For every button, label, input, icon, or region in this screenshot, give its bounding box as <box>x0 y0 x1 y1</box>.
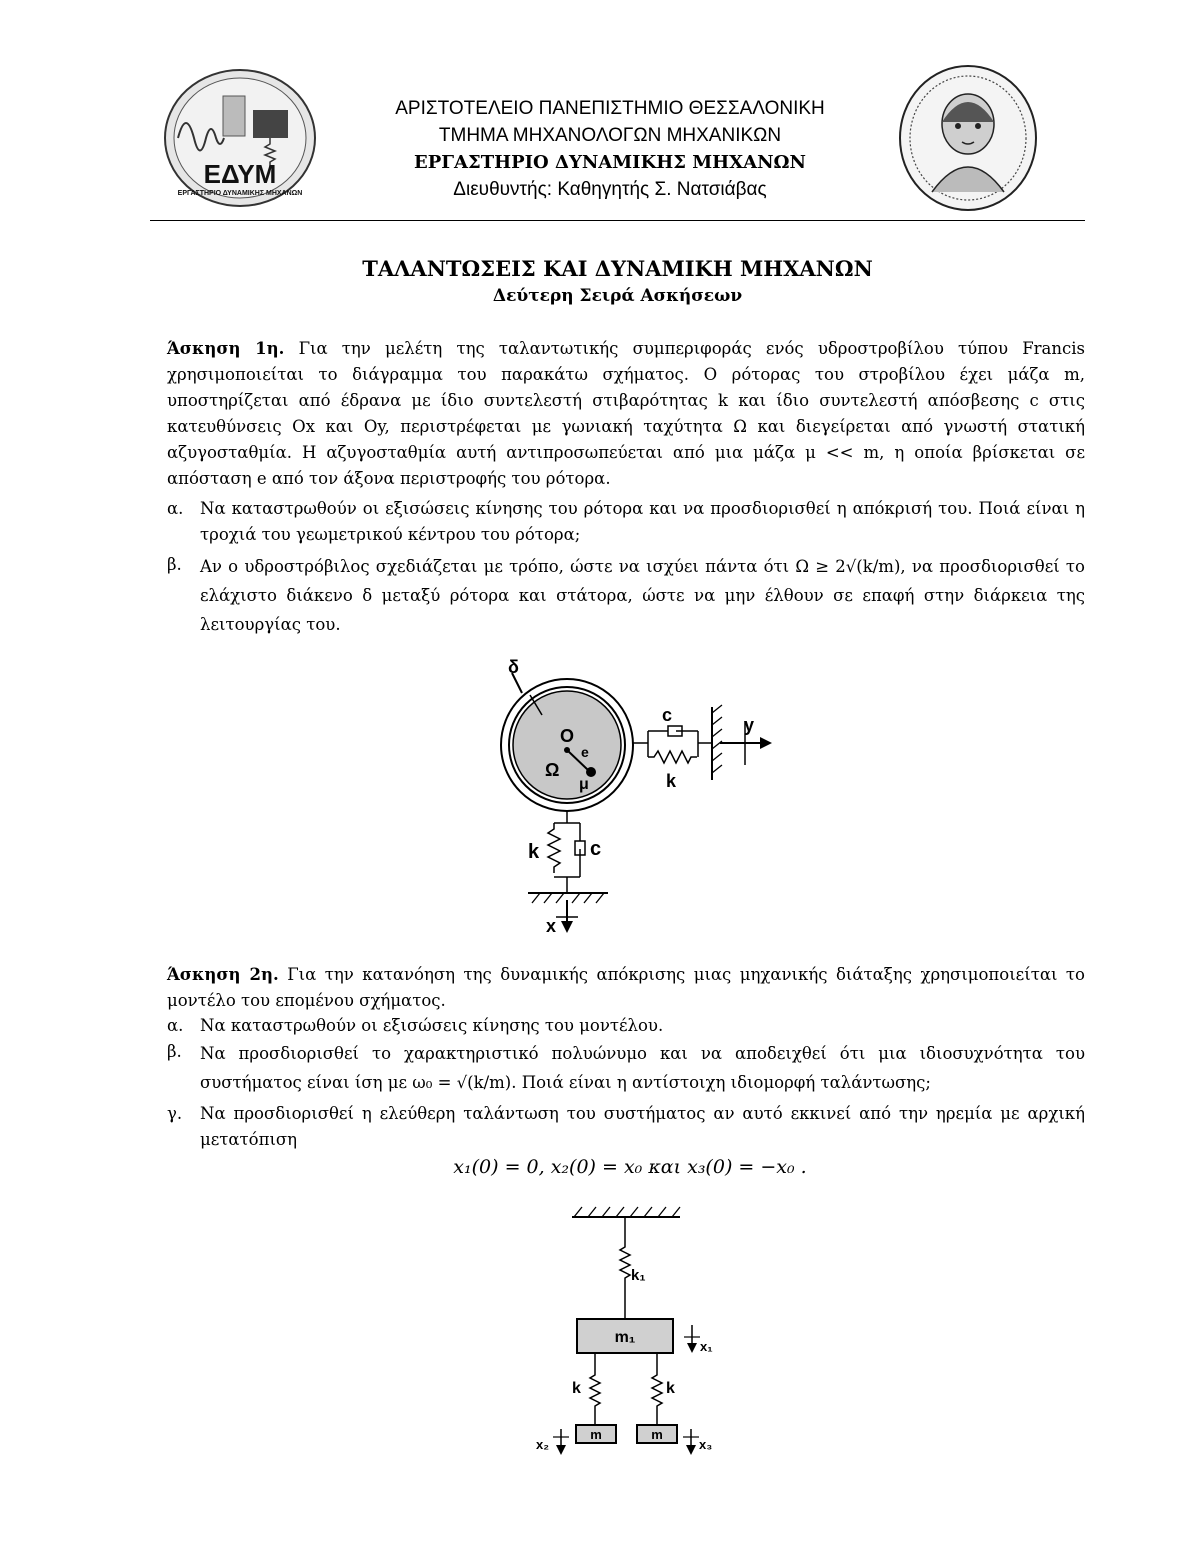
exercise-2-intro <box>167 962 1085 1014</box>
item-label: α. <box>167 1016 184 1035</box>
exercise-1-item-a <box>167 496 1085 548</box>
item-text: Να προσδιορισθεί η ελεύθερη ταλάντωση του συστήματος αν αυτό εκκινεί από την ηρεμία με αρχική μετατόπιση <box>200 1104 1085 1149</box>
spring-k-right-label: k <box>666 771 677 791</box>
spring-k-right-label: k <box>666 1380 675 1397</box>
page-title: ΤΑΛΑΝΤΩΣΕΙΣ ΚΑΙ ΔΥΝΑΜΙΚΗ ΜΗΧΑΝΩΝ <box>362 256 873 281</box>
logo-subtext: ΕΡΓΑΣΤΗΡΙΟ ΔΥΝΑΜΙΚΗΣ ΜΗΧΑΝΩΝ <box>177 190 303 197</box>
university-name: ΑΡΙΣΤΟΤΕΛΕΙΟ ΠΑΝΕΠΙΣΤΗΜΙΟ ΘΕΣΣΑΛΟΝΙΚΗ <box>395 98 825 119</box>
exercise-1-item-b <box>167 552 1085 632</box>
item-text: Να προσδιορισθεί το χαρακτηριστικό πολυώνυμο και να αποδειχθεί ότι μια ιδιοσυχνότητα του συστήματος είναι ίση με ω₀ = √(k/m). Ποιά είναι η αντίστοιχη ιδιομορφή ταλάντωσης; <box>200 1044 1085 1092</box>
logo-text: ΕΔΥΜ <box>203 159 277 189</box>
item-label: β. <box>167 555 182 574</box>
item-text: Να καταστρωθούν οι εξισώσεις κίνησης του μοντέλου. <box>200 1016 664 1035</box>
axis-x-label: x <box>546 916 557 936</box>
exercise-2-item-c <box>167 1101 1085 1153</box>
spring-k1-label: k₁ <box>631 1267 646 1284</box>
origin-label: O <box>560 726 575 746</box>
disp-x2-label: x₂ <box>536 1437 550 1452</box>
mass-m-right-label: m <box>651 1427 663 1442</box>
header-divider <box>150 220 1085 221</box>
item-text: Να καταστρωθούν οι εξισώσεις κίνησης του ρότορα και να προσδιορισθεί η απόκρισή του. Ποιά είναι η τροχιά του γεωμετρικού κέντρου του ρότορα; <box>200 499 1085 544</box>
item-text: Αν ο υδροστρόβιλος σχεδιάζεται με τρόπο, ώστε να ισχύει πάντα ότι Ω ≥ 2√(k/m), να προσδιορισθεί το ελάχιστο διάκενο δ μεταξύ ρότορα και στάτορα, ώστε να μην έλθουν σε επαφή στην διάρκεια της λειτουργίας του. <box>200 557 1085 634</box>
disp-x3-label: x₃ <box>699 1437 713 1452</box>
damper-c-bottom-label: c <box>590 838 602 860</box>
axis-y-label: y <box>744 715 755 735</box>
exercise-1-text: Για την μελέτη της ταλαντωτικής συμπεριφοράς ενός υδροστροβίλου τύπου Francis χρησιμοποιείται το διάγραμμα του παρακάτω σχήματος. Ο ρότορας του στροβίλου έχει μάζα m, υποστηρίζεται από έδρανα με ίδιο συντελεστή στιβαρότητας k και ίδιο συντελεστή απόσβεσης c στις κατευθύνσεις Ox και Oy, περιστρέφεται με γωνιακή ταχύτητα Ω και διεγείρεται από γνωστή στατική αζυγοσταθμία. Η αζυγοσταθμία αυτή αντιπροσωπεύεται από μια μάζα μ << m, η οποία βρίσκεται σε απόσταση e από τον άξονα περιστροφής του ρότορα. <box>167 339 1085 488</box>
exercise-2-item-b <box>167 1039 1085 1099</box>
mass-m1-label: m₁ <box>614 1329 636 1346</box>
item-label: α. <box>167 499 184 518</box>
exercise-2-item-a <box>167 1013 1085 1039</box>
delta-label: δ <box>508 657 519 677</box>
university-seal <box>898 64 1038 212</box>
item-label: β. <box>167 1042 182 1061</box>
exercise-1-heading: Άσκηση 1η. <box>167 339 285 358</box>
rotor-diagram <box>490 655 780 940</box>
lab-name: ΕΡΓΑΣΤΗΡΙΟ ΔΥΝΑΜΙΚΗΣ ΜΗΧΑΝΩΝ <box>413 152 807 173</box>
damper-c-right-label: c <box>662 705 673 725</box>
exercise-2-text: Για την κατανόηση της δυναμικής απόκρισης μιας μηχανικής διάταξης χρησιμοποιείται το μοντέλο του επομένου σχήματος. <box>167 965 1085 1010</box>
mass-m-left-label: m <box>590 1427 602 1442</box>
mass-spring-diagram <box>530 1205 730 1465</box>
disp-x1-label: x₁ <box>700 1339 713 1354</box>
page-subtitle: Δεύτερη Σειρά Ασκήσεων <box>492 286 743 306</box>
exercise-2-heading: Άσκηση 2η. <box>167 965 279 984</box>
spring-k-left-label: k <box>572 1380 581 1397</box>
exercise-1-intro <box>167 336 1085 492</box>
item-label: γ. <box>167 1104 183 1123</box>
mu-label: μ <box>579 776 589 793</box>
director-line: Διευθυντής: Καθηγητής Σ. Νατσιάβας <box>453 179 767 200</box>
omega-label: Ω <box>545 760 560 780</box>
lab-logo <box>163 68 317 208</box>
initial-conditions-equation: x₁(0) = 0, x₂(0) = x₀ και x₃(0) = −x₀ . <box>453 1156 807 1178</box>
department-name: ΤΜΗΜΑ ΜΗΧΑΝΟΛΟΓΩΝ ΜΗΧΑΝΙΚΩΝ <box>438 125 782 146</box>
spring-k-bottom-label: k <box>528 841 540 863</box>
eccentricity-label: e <box>581 744 589 760</box>
